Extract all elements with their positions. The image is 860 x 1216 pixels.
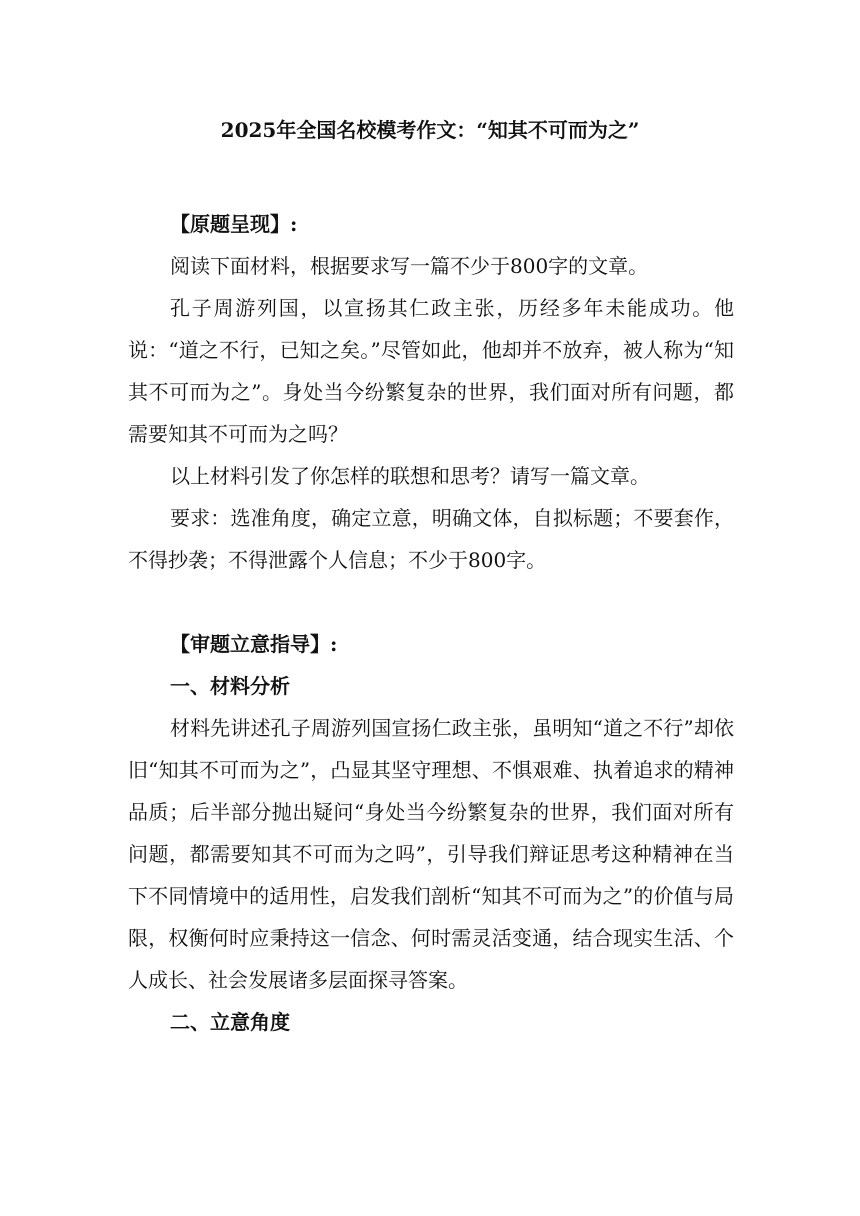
prompt-instruction: 阅读下面材料，根据要求写一篇不少于800字的文章。 xyxy=(170,254,649,278)
subsection-heading-angles: 二、立意角度 xyxy=(170,1010,290,1034)
prompt-question: 以上材料引发了你怎样的联想和思考？请写一篇文章。 xyxy=(170,464,650,488)
subsection-heading-analysis: 一、材料分析 xyxy=(170,674,290,698)
document-body xyxy=(128,203,734,1043)
prompt-material: 孔子周游列国，以宣扬其仁政主张，历经多年未能成功。他说：“道之不行，已知之矣。”尽管如此，他却并不放弃，被人称为“知其不可而为之”。身处当今纷繁复杂的世界，我们面对所有问题，都需要知其不可而为之吗？ xyxy=(128,296,734,446)
analysis-paragraph: 材料先讲述孔子周游列国宣扬仁政主张，虽明知“道之不行”却依旧“知其不可而为之”，凸显其坚守理想、不惧艰难、执着追求的精神品质；后半部分抛出疑问“身处当今纷繁复杂的世界，我们面对所有问题，都需要知其不可而为之吗”，引导我们辩证思考这种精神在当下不同情境中的适用性，启发我们剖析“知其不可而为之”的价值与局限，权衡何时应秉持这一信念、何时需灵活变通，结合现实生活、个人成长、社会发展诸多层面探寻答案。 xyxy=(128,716,734,992)
prompt-requirements: 要求：选准角度，确定立意，明确文体，自拟标题；不要套作，不得抄袭；不得泄露个人信息；不少于800字。 xyxy=(128,506,734,572)
document-title: 2025年全国名校模考作文：“知其不可而为之” xyxy=(220,118,640,142)
section-spacer xyxy=(128,581,734,623)
section-heading-prompt: 【原题呈现】: xyxy=(170,212,298,236)
section-heading-guide: 【审题立意指导】: xyxy=(170,632,338,656)
